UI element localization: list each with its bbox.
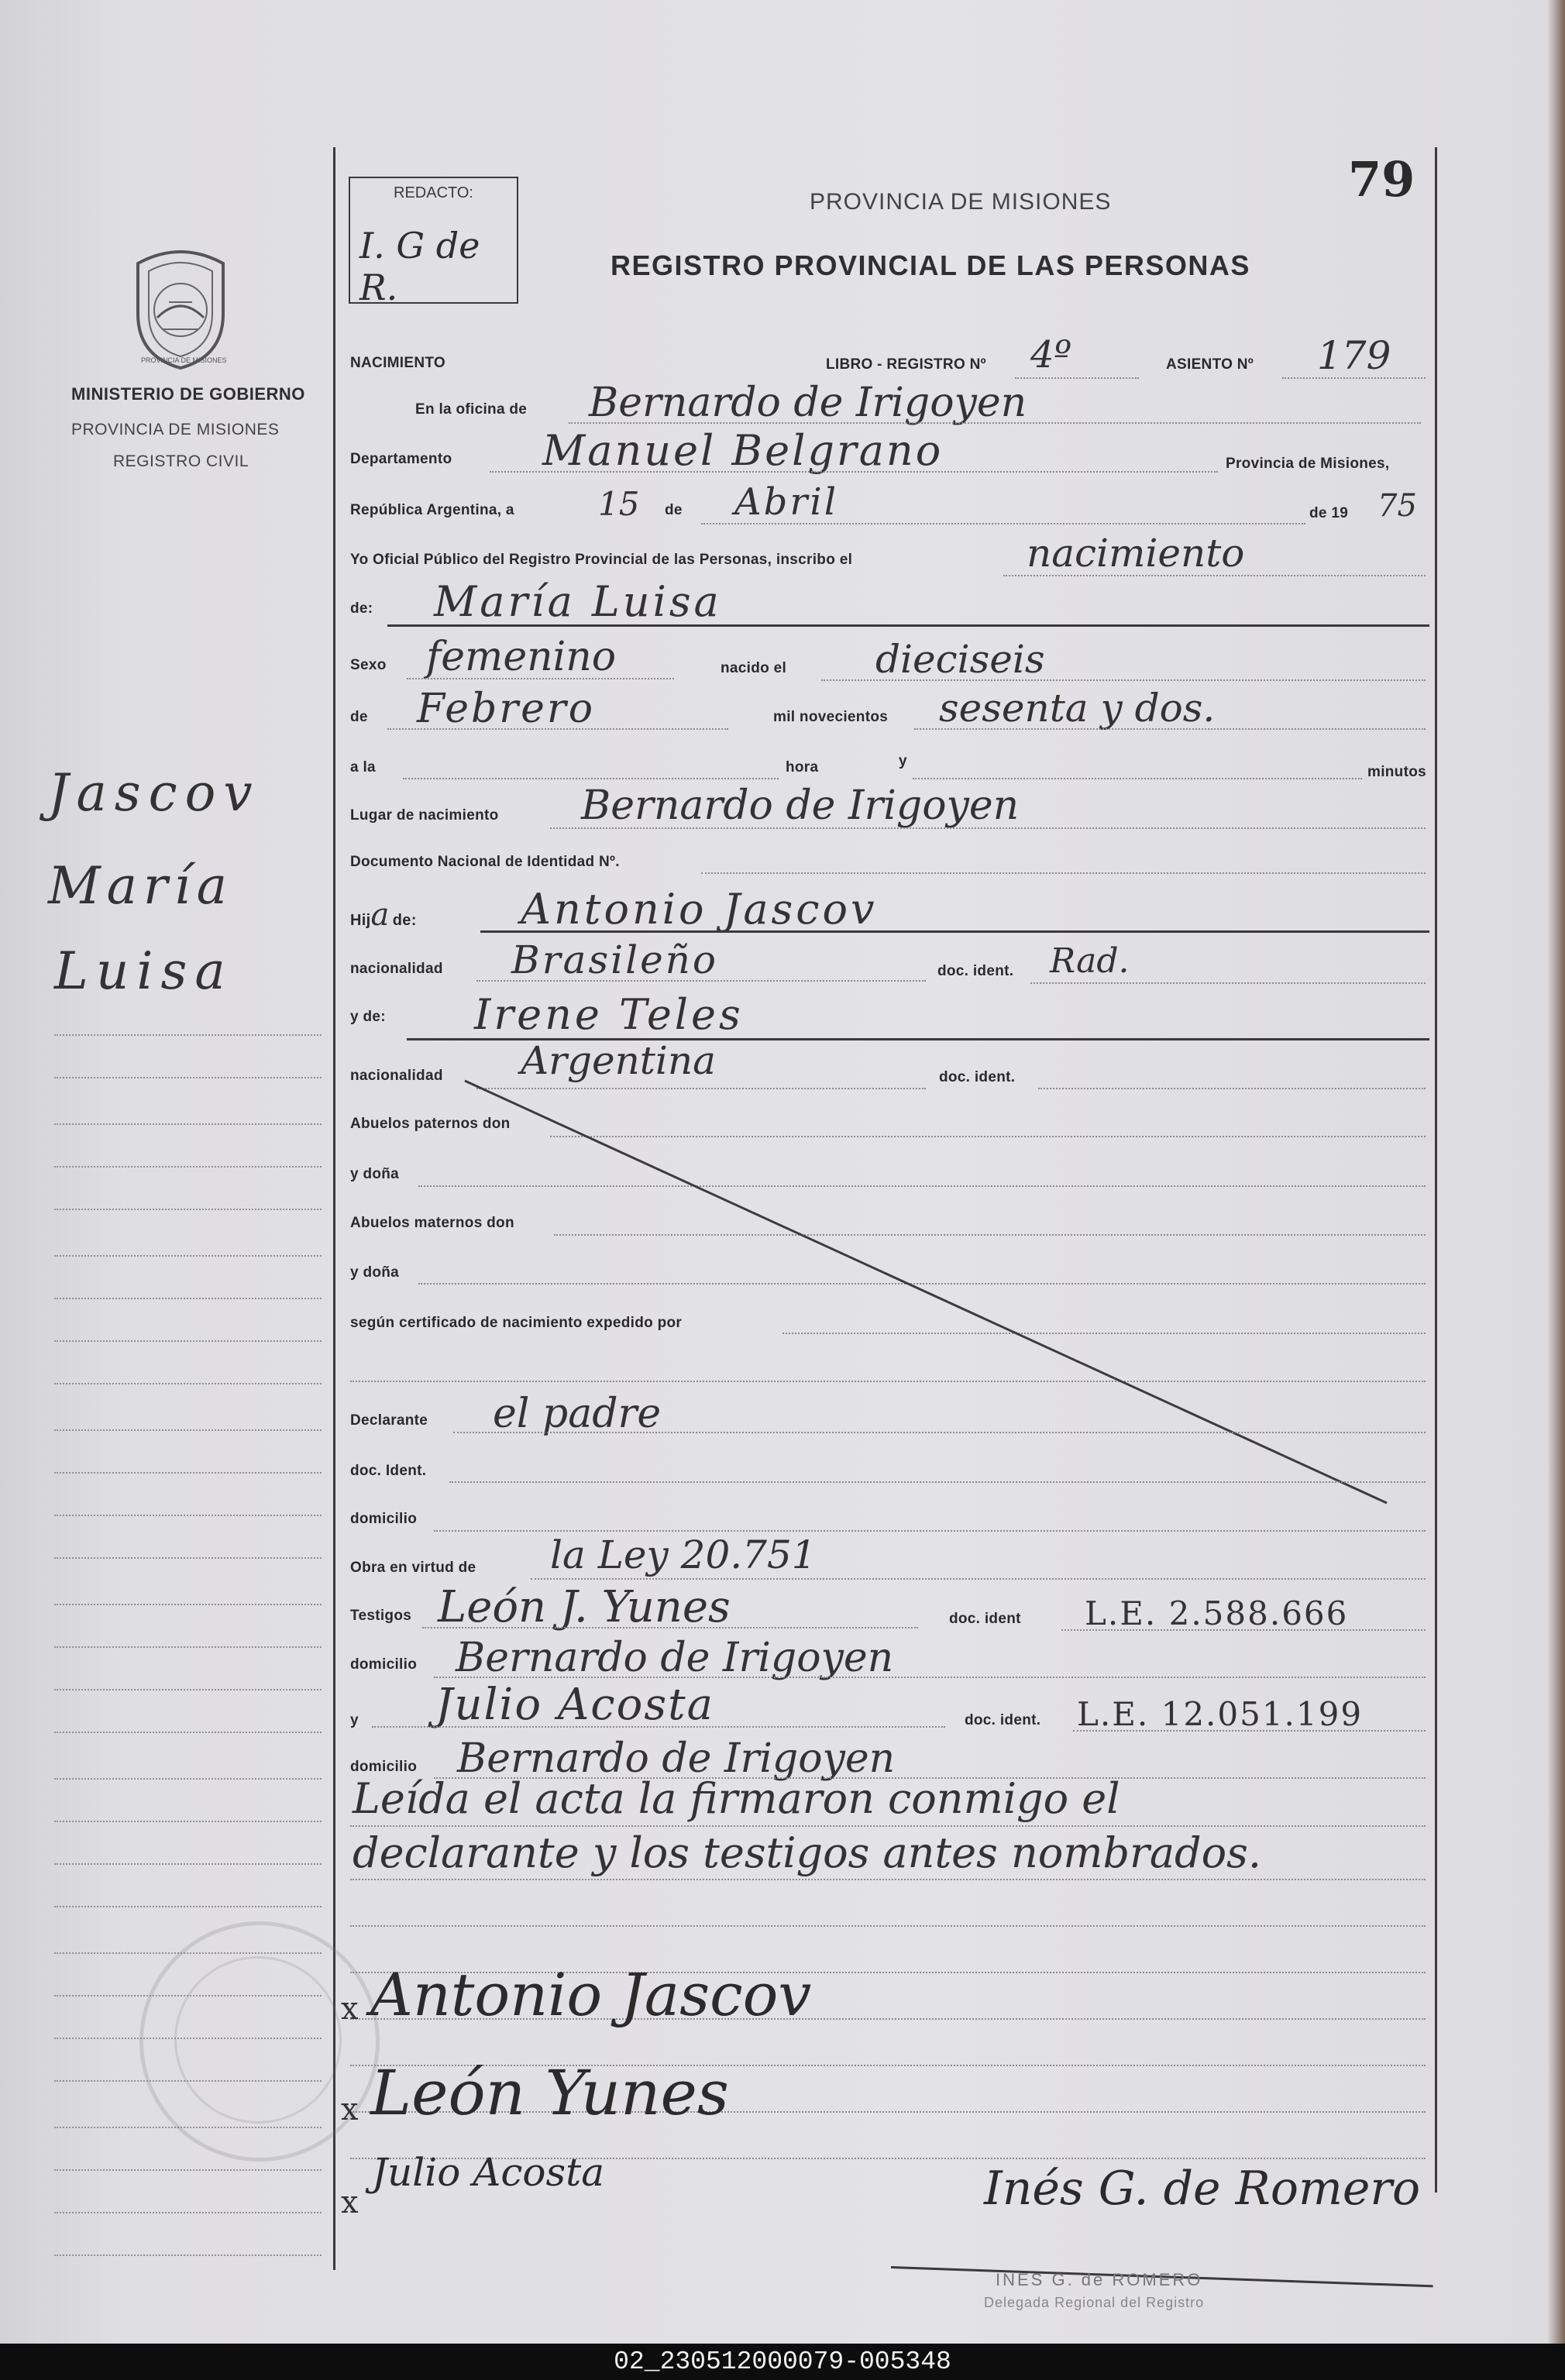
docident1-value: Rad. (1050, 941, 1130, 981)
libro-value: 4º (1030, 333, 1072, 377)
nac2-label: nacionalidad (350, 1068, 443, 1084)
yde-label: y de: (350, 1009, 386, 1025)
de-label: de (665, 502, 683, 518)
official-stamp-line1: INES G. de ROMERO (996, 2270, 1203, 2289)
signature1-mark: x (341, 1991, 359, 2027)
republica-label: República Argentina, a (350, 502, 514, 518)
madre-value: Irene Teles (474, 990, 744, 1039)
signature2: León Yunes (370, 2057, 729, 2129)
oficina-label: En la oficina de (415, 401, 528, 418)
departamento-value: Manuel Belgrano (542, 426, 944, 475)
padre-value: Antonio Jascov (521, 885, 878, 934)
dia-nac-value: dieciseis (875, 637, 1045, 682)
inscribo-value: nacimiento (1027, 531, 1245, 576)
registry-heading: REGISTRO PROVINCIAL DE LAS PERSONAS (611, 249, 1250, 281)
mes-value: Abril (734, 480, 839, 524)
closing-line1: Leída el acta la firmaron conmigo el (353, 1774, 1120, 1823)
abuelos-mat-label: Abuelos maternos don (350, 1215, 514, 1231)
margin-name-line2: María (48, 856, 233, 916)
signature3: Julio Acosta (372, 2150, 604, 2195)
domicilio3-value: Bernardo de Irigoyen (457, 1735, 896, 1782)
ydona2-label: y doña (350, 1264, 400, 1281)
nac1-value: Brasileño (511, 937, 718, 982)
testigo1-line (422, 1627, 918, 1629)
seal-text: PROVINCIA DE MISIONES (141, 356, 227, 364)
closing-rule1 (350, 1825, 1426, 1827)
ministry-line3: REGISTRO CIVIL (113, 452, 249, 470)
provincia-label: Provincia de Misiones, (1226, 456, 1390, 472)
testigo2-line (372, 1726, 945, 1728)
testigo2-value: Julio Acosta (435, 1680, 714, 1730)
official-signature: Inés G. de Romero (984, 2162, 1421, 2216)
docident2-label: doc. ident. (939, 1069, 1016, 1085)
sexo-value: femenino (426, 634, 617, 680)
domicilio2-line (434, 1677, 1426, 1678)
docident3-line (449, 1481, 1426, 1483)
ministry-line1: MINISTERIO DE GOBIERNO (71, 384, 305, 404)
nac1-label: nacionalidad (350, 961, 443, 977)
signature3-mark: x (341, 2185, 359, 2220)
declarante-value: el padre (493, 1391, 662, 1437)
declarante-label: Declarante (350, 1412, 428, 1429)
margin-name-line1: Jascov (48, 763, 260, 823)
domicilio3-label: domicilio (350, 1759, 418, 1775)
official-stamp-line2: Delegada Regional del Registro (984, 2295, 1205, 2310)
anio-value: 75 (1378, 488, 1417, 524)
signature2-mark: x (341, 2092, 359, 2127)
oficial-label: Yo Oficial Público del Registro Provincial de las Personas, inscribo el (350, 552, 853, 568)
y2-label: y (350, 1712, 359, 1728)
abuelos-pat-label: Abuelos paternos don (350, 1116, 511, 1132)
departamento-label: Departamento (350, 451, 452, 467)
lugar-label: Lugar de nacimiento (350, 807, 499, 824)
province-heading: PROVINCIA DE MISIONES (810, 189, 1112, 215)
dia-value: 15 (598, 485, 640, 523)
nac2-value: Argentina (521, 1038, 716, 1083)
minutos-label: minutos (1367, 764, 1426, 780)
docident5-label: doc. ident. (965, 1712, 1041, 1728)
docident4-label: doc. ident (949, 1611, 1021, 1627)
hija-suffix: a (370, 897, 390, 933)
testigo1-value: León J. Yunes (438, 1582, 731, 1632)
libro-label: LIBRO - REGISTRO Nº (826, 356, 986, 373)
lugar-value: Bernardo de Irigoyen (581, 782, 1020, 829)
testigo1-doc: L.E. 2.588.666 (1085, 1594, 1349, 1632)
hija-label: Hij (350, 912, 371, 929)
signature1: Antonio Jascov (370, 1960, 812, 2029)
testigo2-doc-line (1073, 1730, 1426, 1732)
ydona1-label: y doña (350, 1166, 400, 1182)
ala-label: a la (350, 759, 376, 776)
domicilio1-label: domicilio (350, 1511, 418, 1527)
image-caption: 02_230512000079-005348 (0, 2344, 1565, 2380)
testigos-label: Testigos (350, 1608, 412, 1624)
de2-label: de: (350, 600, 373, 617)
asiento-value: 179 (1317, 333, 1391, 378)
mil-label: mil novecientos (773, 709, 889, 725)
y-label: y (899, 753, 907, 769)
domicilio2-label: domicilio (350, 1656, 418, 1673)
de19-label: de 19 (1309, 505, 1349, 521)
obra-label: Obra en virtud de (350, 1560, 476, 1576)
obra-line (531, 1578, 1426, 1580)
asiento-label: ASIENTO Nº (1166, 356, 1254, 373)
sexo-label: Sexo (350, 657, 387, 673)
margin-name-line3: Luisa (54, 941, 233, 1001)
page-number: 79 (1348, 151, 1415, 208)
dni-label: Documento Nacional de Identidad Nº. (350, 854, 620, 870)
testigo1-doc-line (1061, 1629, 1426, 1631)
testigo2-doc: L.E. 12.051.199 (1077, 1695, 1364, 1733)
domicilio2-value: Bernardo de Irigoyen (456, 1635, 894, 1681)
obra-value: la Ley 20.751 (550, 1532, 817, 1577)
nombre-value: María Luisa (434, 577, 722, 626)
anio-nac-value: sesenta y dos. (939, 686, 1216, 731)
hora-label: hora (786, 759, 819, 776)
oficina-value: Bernardo de Irigoyen (589, 380, 1027, 426)
hija-de-label: de: (392, 912, 417, 929)
redacto-label: REDACTO: (394, 184, 473, 201)
closing-rule2 (350, 1879, 1426, 1880)
nacimiento-label: NACIMIENTO (350, 355, 445, 371)
redacto-value: I. G de R. (359, 225, 480, 308)
closing-line2: declarante y los testigos antes nombrados. (353, 1828, 1261, 1877)
nacido-label: nacido el (721, 660, 787, 676)
declarante-line (453, 1432, 1426, 1433)
mes-nac-value: Febrero (417, 686, 596, 732)
docident1-label: doc. ident. (937, 963, 1014, 979)
blank-rule (350, 1925, 1426, 1927)
domicilio1-line (434, 1530, 1426, 1532)
certificado-label: según certificado de nacimiento expedido por (350, 1315, 683, 1331)
docident3-label: doc. Ident. (350, 1463, 427, 1479)
ministry-line2: PROVINCIA DE MISIONES (71, 421, 280, 439)
de3-label: de (350, 709, 368, 725)
